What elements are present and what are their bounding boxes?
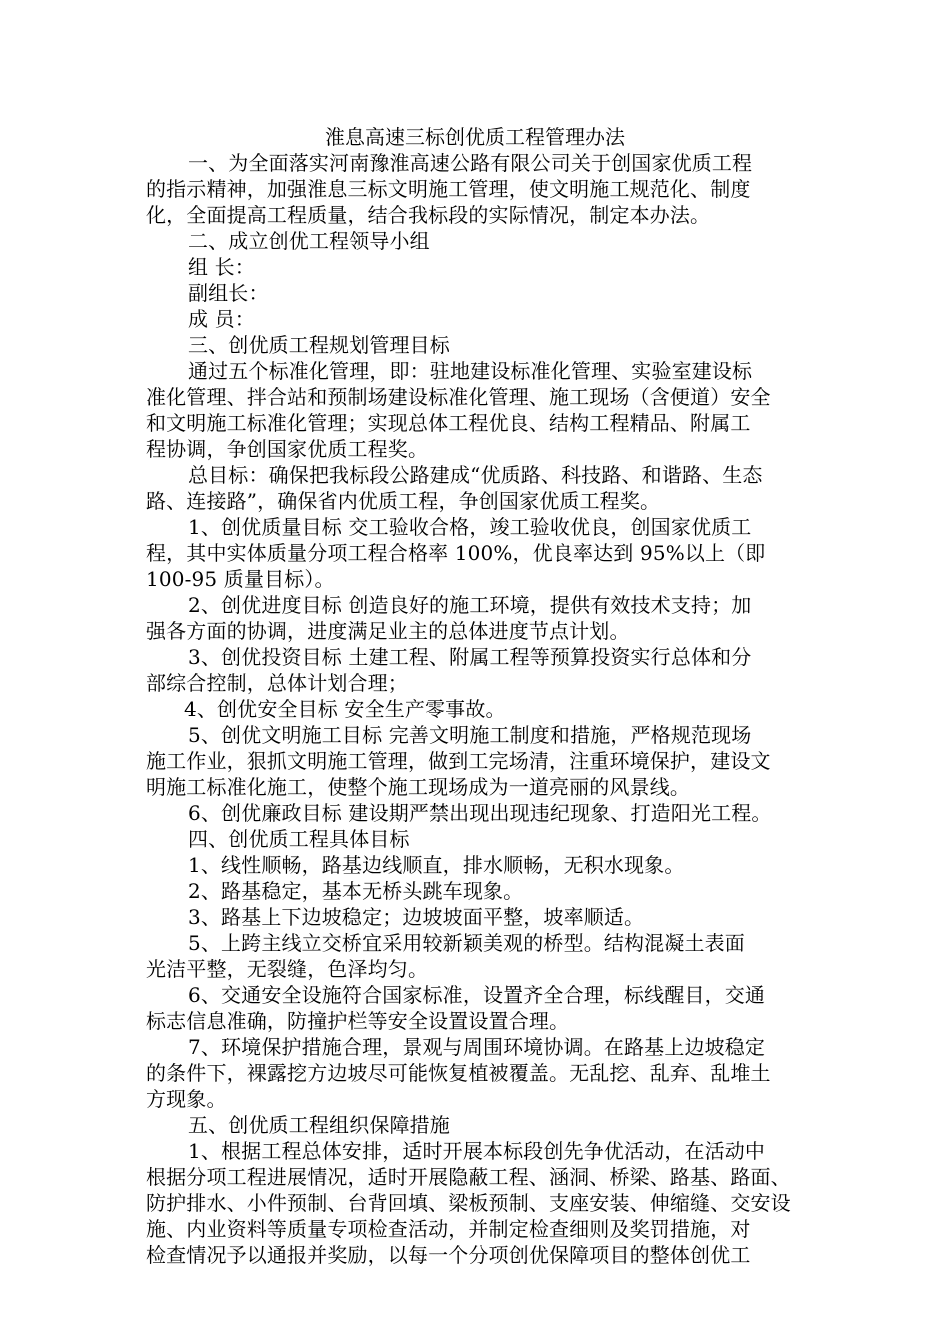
- paragraph-line: 程协调，争创国家优质工程奖。: [146, 437, 429, 461]
- section-heading: 四、创优质工程具体目标: [188, 827, 410, 851]
- paragraph-line: 1、创优质量目标 交工验收合格，竣工验收优良，创国家优质工: [188, 515, 752, 539]
- paragraph-line: 1、根据工程总体安排，适时开展本标段创先争优活动，在活动中: [188, 1139, 766, 1163]
- paragraph-line: 方现象。: [146, 1087, 227, 1111]
- paragraph-line: 4、创优安全目标 安全生产零事故。: [184, 697, 506, 721]
- paragraph-line: 标志信息准确，防撞护栏等安全设置设置合理。: [146, 1009, 570, 1033]
- section-heading: 三、创优质工程规划管理目标: [188, 333, 450, 357]
- paragraph-line: 总目标：确保把我标段公路建成“优质路、科技路、和谐路、生态: [188, 463, 763, 487]
- paragraph-line: 化，全面提高工程质量，结合我标段的实际情况，制定本办法。: [146, 203, 711, 227]
- paragraph-line: 和文明施工标准化管理；实现总体工程优良、结构工程精品、附属工: [146, 411, 751, 435]
- paragraph-line: 5、创优文明施工目标 完善文明施工制度和措施，严格规范现场: [188, 723, 752, 747]
- paragraph-line: 光洁平整，无裂缝，色泽均匀。: [146, 957, 429, 981]
- paragraph-line: 通过五个标准化管理，即：驻地建设标准化管理、实验室建设标: [188, 359, 753, 383]
- section-heading: 二、成立创优工程领导小组: [188, 229, 430, 253]
- paragraph-line: 成 员：: [188, 307, 255, 331]
- paragraph-line: 一、为全面落实河南豫淮高速公路有限公司关于创国家优质工程: [188, 151, 753, 175]
- paragraph-line: 100-95 质量目标）。: [146, 567, 335, 591]
- paragraph-line: 副组长：: [188, 281, 269, 305]
- paragraph-line: 检查情况予以通报并奖励，以每一个分项创优保障项目的整体创优工: [146, 1243, 751, 1267]
- paragraph-line: 程，其中实体质量分项工程合格率 100%，优良率达到 95%以上（即: [146, 541, 766, 565]
- paragraph-line: 5、上跨主线立交桥宜采用较新颖美观的桥型。结构混凝土表面: [188, 931, 745, 955]
- paragraph-line: 3、创优投资目标 土建工程、附属工程等预算投资实行总体和分: [188, 645, 752, 669]
- paragraph-line: 施工作业，狠抓文明施工管理，做到工完场清，注重环境保护，建设文: [146, 749, 771, 773]
- paragraph-line: 防护排水、小件预制、台背回填、梁板预制、支座安装、伸缩缝、交安设: [146, 1191, 791, 1215]
- paragraph-line: 的指示精神，加强淮息三标文明施工管理，使文明施工规范化、制度: [146, 177, 751, 201]
- paragraph-line: 的条件下，裸露挖方边坡尽可能恢复植被覆盖。无乱挖、乱弃、乱堆土: [146, 1061, 771, 1085]
- paragraph-line: 组 长：: [188, 255, 255, 279]
- paragraph-line: 部综合控制，总体计划合理；: [146, 671, 408, 695]
- document-title: 淮息高速三标创优质工程管理办法: [325, 125, 625, 149]
- paragraph-line: 施、内业资料等质量专项检查活动，并制定检查细则及奖罚措施，对: [146, 1217, 751, 1241]
- paragraph-line: 准化管理、拌合站和预制场建设标准化管理、施工现场（含便道）安全: [146, 385, 771, 409]
- paragraph-line: 6、交通安全设施符合国家标准，设置齐全合理，标线醒目，交通: [188, 983, 766, 1007]
- paragraph-line: 2、创优进度目标 创造良好的施工环境，提供有效技术支持；加: [188, 593, 752, 617]
- paragraph-line: 7、环境保护措施合理，景观与周围环境协调。在路基上边坡稳定: [188, 1035, 766, 1059]
- paragraph-line: 根据分项工程进展情况，适时开展隐蔽工程、涵洞、桥梁、路基、路面、: [146, 1165, 791, 1189]
- paragraph-line: 1、线性顺畅，路基边线顺直，排水顺畅，无积水现象。: [188, 853, 685, 877]
- paragraph-line: 3、路基上下边坡稳定；边坡坡面平整，坡率顺适。: [188, 905, 645, 929]
- section-heading: 五、创优质工程组织保障措施: [188, 1113, 450, 1137]
- paragraph-line: 路、连接路”，确保省内优质工程，争创国家优质工程奖。: [146, 489, 661, 513]
- paragraph-line: 6、创优廉政目标 建设期严禁出现出现违纪现象、打造阳光工程。: [188, 801, 772, 825]
- paragraph-line: 2、路基稳定，基本无桥头跳车现象。: [188, 879, 524, 903]
- paragraph-line: 明施工标准化施工，使整个施工现场成为一道亮丽的风景线。: [146, 775, 691, 799]
- paragraph-line: 强各方面的协调，进度满足业主的总体进度节点计划。: [146, 619, 630, 643]
